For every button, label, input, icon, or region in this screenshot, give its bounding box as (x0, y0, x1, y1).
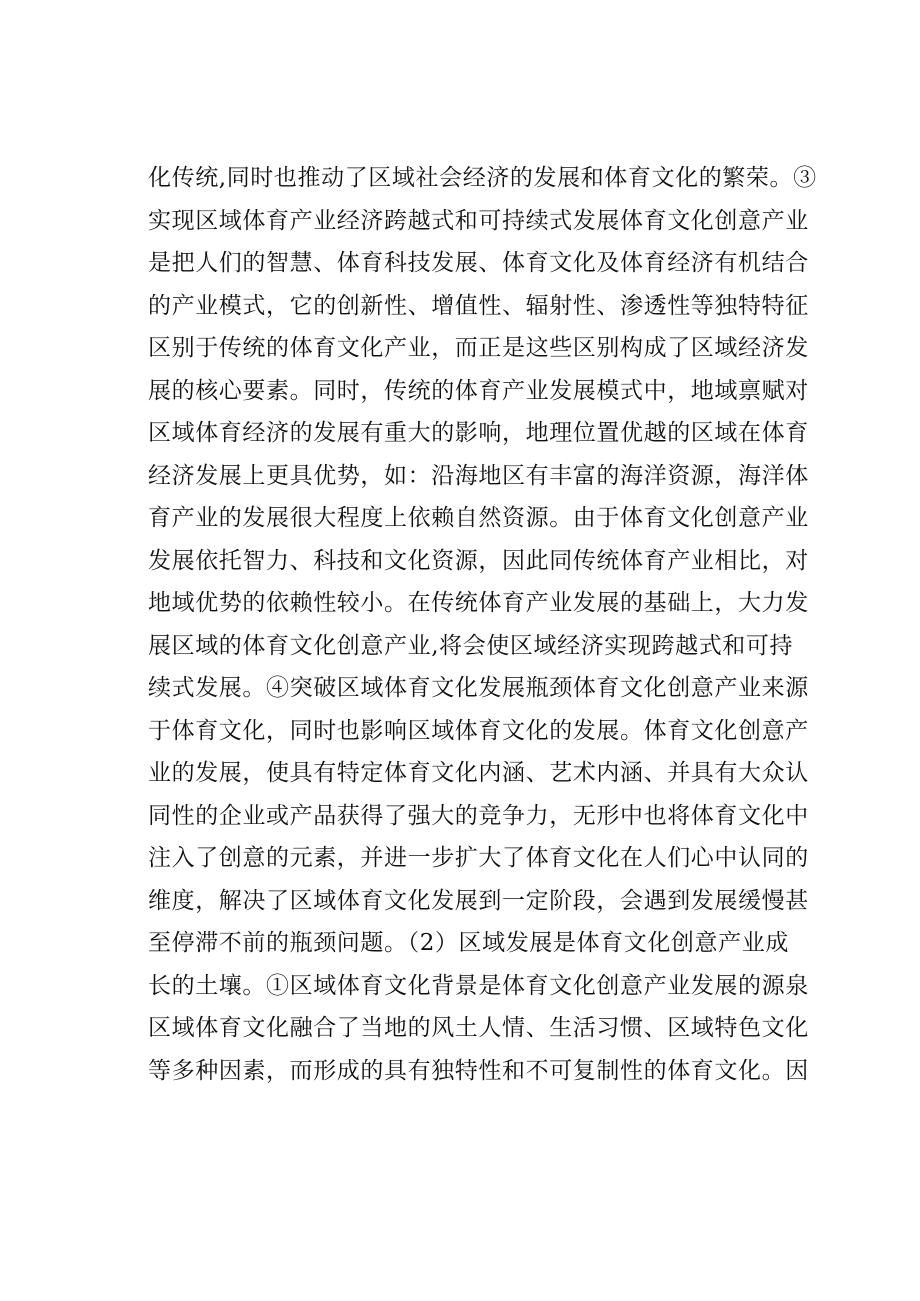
text-line: 于体育文化，同时也影响区域体育文化的发展。体育文化创意产 (148, 717, 809, 744)
text-line: 同性的企业或产品获得了强大的竞争力，无形中也将体育文化中 (148, 802, 809, 829)
text-line: 实现区域体育产业经济跨越式和可持续式发展体育文化创意产业 (148, 207, 809, 234)
text-line: 展的核心要素。同时，传统的体育产业发展模式中，地域禀赋对 (148, 377, 809, 404)
text-line: 的产业模式，它的创新性、增值性、辐射性、渗透性等独特特征 (148, 292, 809, 319)
text-line: 等多种因素，而形成的具有独特性和不可复制性的体育文化。因 (148, 1057, 809, 1084)
text-line: 长的土壤。①区域体育文化背景是体育文化创意产业发展的源泉 (148, 972, 809, 999)
text-line: 区别于传统的体育文化产业，而正是这些区别构成了区域经济发 (148, 335, 809, 361)
text-line: 业的发展，使具有特定体育文化内涵、艺术内涵、并具有大众认 (148, 760, 809, 786)
text-line: 续式发展。④突破区域体育文化发展瓶颈体育文化创意产业来源 (148, 675, 809, 701)
text-line: 区域体育文化融合了当地的风土人情、生活习惯、区域特色文化 (148, 1015, 809, 1041)
text-line: 至停滞不前的瓶颈问题。（2）区域发展是体育文化创意产业成 (148, 930, 789, 956)
text-line: 展区域的体育文化创意产业,将会使区域经济实现跨越式和可持 (148, 632, 794, 659)
text-line: 育产业的发展很大程度上依赖自然资源。由于体育文化创意产业 (148, 505, 809, 531)
text-line: 化传统,同时也推动了区域社会经济的发展和体育文化的繁荣。③ (148, 165, 817, 191)
text-line: 区域体育经济的发展有重大的影响，地理位置优越的区域在体育 (148, 420, 809, 446)
body-text (148, 157, 817, 1092)
text-line: 维度，解决了区域体育文化发展到一定阶段，会遇到发展缓慢甚 (148, 887, 809, 914)
text-line: 是把人们的智慧、体育科技发展、体育文化及体育经济有机结合 (148, 250, 809, 276)
text-line: 经济发展上更具优势，如：沿海地区有丰富的海洋资源，海洋体 (148, 462, 809, 489)
text-line: 地域优势的依赖性较小。在传统体育产业发展的基础上，大力发 (148, 590, 809, 616)
text-line: 注入了创意的元素，并进一步扩大了体育文化在人们心中认同的 (148, 845, 809, 871)
text-line: 发展依托智力、科技和文化资源，因此同传统体育产业相比，对 (148, 547, 809, 574)
